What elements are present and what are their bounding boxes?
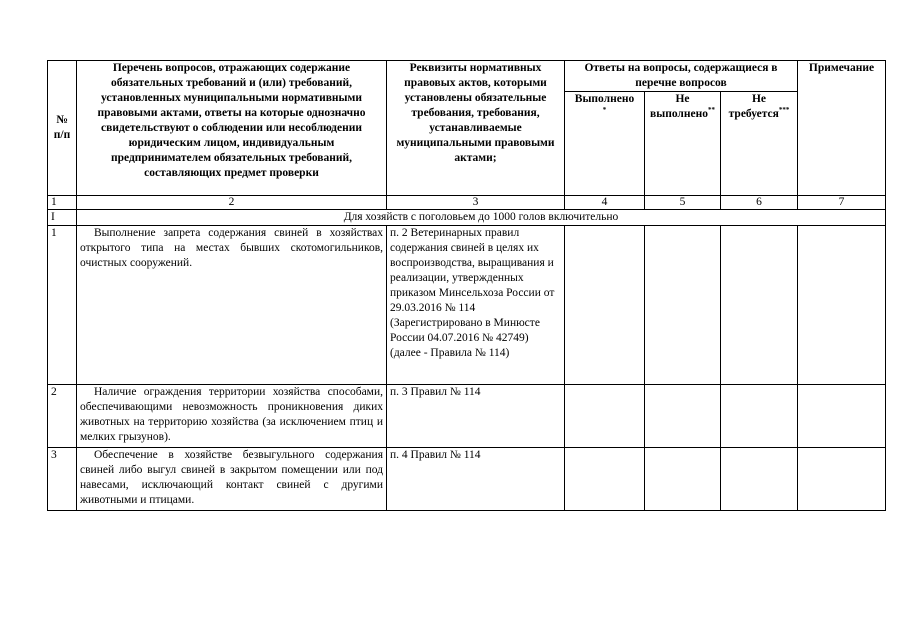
note-cell[interactable]	[798, 385, 886, 448]
header-row-1	[48, 61, 886, 92]
header-done-label: Выполнено	[574, 93, 635, 105]
column-number: 4	[565, 196, 645, 210]
header-not-required-label: Не требуется	[728, 93, 779, 120]
table-row	[48, 385, 886, 448]
column-number: 2	[77, 196, 387, 210]
column-number: 5	[645, 196, 721, 210]
answer-not-required-cell[interactable]	[721, 448, 798, 511]
note-cell[interactable]	[798, 226, 886, 385]
section-number: I	[48, 210, 77, 226]
header-requisites: Реквизиты нормативных правовых актов, которыми установлены обязательные требования, требования, устанавливаемые муниципальными правовыми актами;	[387, 61, 565, 196]
answer-not-done-cell[interactable]	[645, 385, 721, 448]
answer-not-required-cell[interactable]	[721, 385, 798, 448]
row-requisites: п. 2 Ветеринарных правил содержания свиней в целях их воспроизводства, выращивания и реализации, утвержденных приказом Минсельхоза России от 29.03.2016 № 114 (Зарегистрировано в Минюсте России 04.07.2016 № 42749) (далее - Правила № 114)	[387, 226, 565, 385]
column-number: 1	[48, 196, 77, 210]
header-note: Примечание	[798, 61, 886, 196]
row-number: 2	[48, 385, 77, 448]
row-question: Обеспечение в хозяйстве безвыгульного содержания свиней либо выгул свиней в закрытом помещении или под навесами, исключающий контакт свиней с другими животными и птицами.	[77, 448, 387, 511]
section-row	[48, 210, 886, 226]
note-cell[interactable]	[798, 448, 886, 511]
header-not-done-mark: **	[707, 106, 715, 115]
row-requisites: п. 4 Правил № 114	[387, 448, 565, 511]
header-done	[565, 92, 645, 196]
column-number: 6	[721, 196, 798, 210]
row-question: Наличие ограждения территории хозяйства способами, обеспечивающими невозможность проникновения диких животных на территорию хозяйства (за исключением птиц и мелких грызунов).	[77, 385, 387, 448]
answer-not-required-cell[interactable]	[721, 226, 798, 385]
header-not-done-label: Не выполнено	[650, 93, 708, 120]
checklist-table	[47, 60, 886, 511]
answer-not-done-cell[interactable]	[645, 226, 721, 385]
header-answers: Ответы на вопросы, содержащиеся в перечне вопросов	[565, 61, 798, 92]
header-not-required-mark: ***	[778, 106, 790, 115]
answer-done-cell[interactable]	[565, 385, 645, 448]
table-row	[48, 226, 886, 385]
column-number-row	[48, 196, 886, 210]
answer-done-cell[interactable]	[565, 448, 645, 511]
row-question: Выполнение запрета содержания свиней в хозяйствах открытого типа на местах бывших скотомогильников, очистных сооружений.	[77, 226, 387, 385]
row-number: 3	[48, 448, 77, 511]
answer-not-done-cell[interactable]	[645, 448, 721, 511]
header-done-mark: *	[602, 106, 607, 115]
header-not-done	[645, 92, 721, 196]
header-number: № п/п	[48, 61, 77, 196]
row-number: 1	[48, 226, 77, 385]
header-questions: Перечень вопросов, отражающих содержание обязательных требований и (или) требований, установленных муниципальными нормативными правовыми актами, ответы на которые однозначно свидетельствуют о соблюдении или несоблюдении юридическим лицом, индивидуальным предпринимателем обязательных требований, составляющих предмет проверки	[77, 61, 387, 196]
table-row	[48, 448, 886, 511]
answer-done-cell[interactable]	[565, 226, 645, 385]
column-number: 7	[798, 196, 886, 210]
column-number: 3	[387, 196, 565, 210]
section-title: Для хозяйств с поголовьем до 1000 голов включительно	[77, 210, 886, 226]
header-not-required	[721, 92, 798, 196]
row-requisites: п. 3 Правил № 114	[387, 385, 565, 448]
